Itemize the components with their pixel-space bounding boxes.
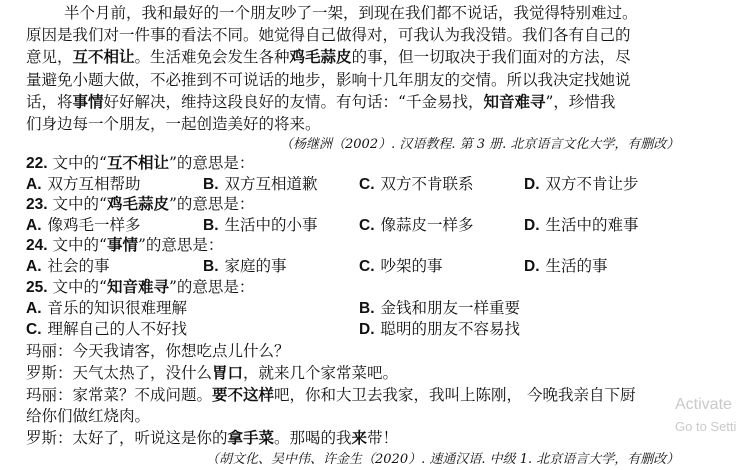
activate-watermark-subtitle: Go to Setti bbox=[675, 419, 737, 434]
bold-term: 来 bbox=[351, 429, 368, 447]
passage-line-3: 意见，互不相让。生活难免会发生各种鸡毛蒜皮的事，但一切取决于我们面对的方法，尽 bbox=[26, 48, 631, 66]
passage-line-5: 话，将事情好好解决，维持这段良好的友情。有句话：“千金易找，知音难寻”，珍惜我 bbox=[26, 93, 616, 111]
dialogue-line-5: 罗斯：太好了，听说这是你的拿手菜。那喝的我来带！ bbox=[26, 429, 399, 447]
bold-term: 拿手菜 bbox=[227, 429, 275, 447]
bold-term: 互不相让 bbox=[72, 48, 135, 66]
dialogue-line-4: 给你们做红烧肉。 bbox=[26, 407, 151, 425]
q22-option-a: A. 双方互相帮助 bbox=[26, 175, 141, 193]
bold-term: 知音难寻 bbox=[483, 93, 546, 111]
q22-option-c: C. 双方不肯联系 bbox=[359, 175, 474, 193]
q24-option-d: D. 生活的事 bbox=[524, 257, 608, 275]
bold-term: 事情 bbox=[72, 93, 104, 111]
q25-option-a: A. 音乐的知识很难理解 bbox=[26, 299, 188, 317]
q24-option-c: C. 吵架的事 bbox=[359, 257, 443, 275]
question-24: 24. 文中的“事情”的意思是： bbox=[26, 236, 224, 254]
q25-option-d: D. 聪明的朋友不容易找 bbox=[359, 320, 521, 338]
question-23: 23. 文中的“鸡毛蒜皮”的意思是： bbox=[26, 195, 255, 213]
question-22: 22. 文中的“互不相让”的意思是： bbox=[26, 154, 255, 172]
q22-option-b: B. 双方互相道歉 bbox=[203, 175, 318, 193]
q23-option-a: A. 像鸡毛一样多 bbox=[26, 216, 141, 234]
activate-watermark-title: Activate bbox=[675, 396, 732, 413]
q25-option-c: C. 理解自己的人不好找 bbox=[26, 320, 188, 338]
passage-line-1: 半个月前，我和最好的一个朋友吵了一架，到现在我们都不说话，我觉得特别难过。 bbox=[64, 4, 638, 22]
q24-option-a: A. 社会的事 bbox=[26, 257, 110, 275]
q23-option-b: B. 生活中的小事 bbox=[203, 216, 318, 234]
passage-line-4: 量避免小题大做，不必推到不可说话的地步，影响十几年朋友的交情。所以我决定找她说 bbox=[26, 71, 631, 89]
bold-term: 要不这样 bbox=[212, 386, 275, 404]
dialogue-line-2: 罗斯：天气太热了，没什么胃口，就来几个家常菜吧。 bbox=[26, 364, 399, 382]
passage-line-2: 原因是我们对一件事的看法不同。她觉得自己做得对，可我认为我没错。我们各有自己的 bbox=[26, 26, 631, 44]
passage-line-6: 们身边每一个朋友，一起创造美好的将来。 bbox=[26, 115, 321, 133]
bold-term: 鸡毛蒜皮 bbox=[289, 48, 352, 66]
q24-option-b: B. 家庭的事 bbox=[203, 257, 287, 275]
bold-term: 胃口 bbox=[212, 364, 244, 382]
q23-option-c: C. 像蒜皮一样多 bbox=[359, 216, 474, 234]
dialogue-line-1: 玛丽：今天我请客，你想吃点儿什么？ bbox=[26, 342, 290, 360]
q22-option-d: D. 双方不肯让步 bbox=[524, 175, 639, 193]
dialogue-source: （胡文化、吴中伟、许金生（2020）. 速通汉语. 中级 1. 北京语言大学，有删改） bbox=[206, 452, 680, 467]
q25-option-b: B. 金钱和朋友一样重要 bbox=[359, 299, 521, 317]
question-25: 25. 文中的“知音难寻”的意思是： bbox=[26, 278, 255, 296]
q23-option-d: D. 生活中的难事 bbox=[524, 216, 639, 234]
passage-source: （杨继洲（2002）. 汉语教程. 第 3 册. 北京语言文化大学，有删改） bbox=[280, 137, 680, 152]
dialogue-line-3: 玛丽：家常菜？不成问题。要不这样吧，你和大卫去我家，我叫上陈刚， 今晚我亲自下厨 bbox=[26, 386, 636, 404]
